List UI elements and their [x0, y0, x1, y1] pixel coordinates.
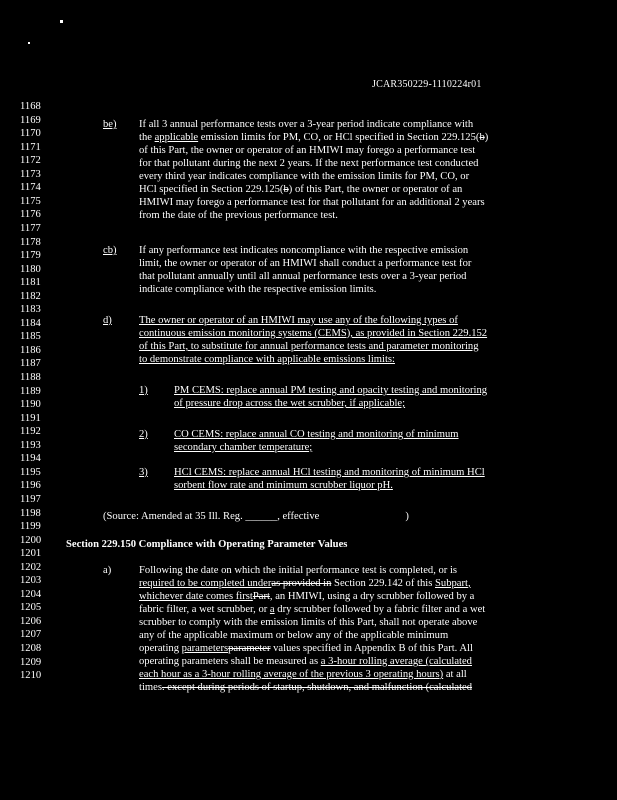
para-c-line-4: indicate compliance with the respective emission limits. — [139, 284, 377, 295]
line-number: 1207 — [20, 629, 42, 641]
para-c-line-2: limit, the owner or operator of an HMIWI shall conduct a performance test for — [139, 258, 472, 269]
sub-1-label: 1) — [139, 385, 148, 396]
sub-3-label: 3) — [139, 467, 148, 478]
sub-2-label: 2) — [139, 429, 148, 440]
para-c-line-3: that pollutant annually until all annual performance tests over a 3-year period — [139, 271, 467, 282]
section-title: Section 229.150 Compliance with Operating Parameter Values — [66, 539, 348, 550]
sub-2-line-2: secondary chamber temperature; — [174, 442, 313, 453]
para-b-line-2: the applicable emission limits for PM, CO, or HCl specified in Section 229.125(b) — [139, 132, 489, 143]
line-number: 1194 — [20, 453, 41, 465]
para-b-line-8: from the date of the previous performance test. — [139, 210, 338, 221]
line-number: 1171 — [20, 141, 41, 153]
para-a150-line-10: times. except during periods of startup, shutdown, and malfunction (calculated — [139, 682, 473, 693]
line-number: 1173 — [20, 168, 41, 180]
sub-1-line-1: PM CEMS: replace annual PM testing and opacity testing and monitoring — [174, 385, 488, 396]
scan-speck — [60, 20, 63, 23]
para-a150-line-5: scrubber to comply with the emission limits of this Part, shall not operate above — [139, 617, 478, 628]
line-number: 1174 — [20, 182, 41, 194]
line-number: 1197 — [20, 493, 41, 505]
line-number: 1192 — [20, 426, 41, 438]
para-b-line-4: for that pollutant during the next 2 years. If the next performance test conducted — [139, 158, 479, 169]
para-d-line-4: to demonstrate compliance with applicable emissions limits: — [139, 354, 395, 365]
line-number: 1203 — [20, 575, 42, 587]
para-c-label: cb) — [103, 245, 117, 256]
para-b-line-3: of this Part, the owner or operator of an HMIWI may forego a performance test — [139, 145, 476, 156]
line-number: 1181 — [20, 277, 41, 289]
para-d-line-2: continuous emission monitoring systems (CEMS), as provided in Section 229.152 — [139, 328, 488, 339]
line-number: 1202 — [20, 561, 42, 573]
para-d-line-1: The owner or operator of an HMIWI may use any of the following types of — [139, 315, 458, 326]
line-number: 1188 — [20, 372, 41, 383]
sub-3-line-1: HCl CEMS: replace annual HCl testing and monitoring of minimum HCl — [174, 467, 485, 478]
line-number: 1187 — [20, 358, 41, 370]
document-header-id: JCAR350229-1110224r01 — [372, 79, 482, 90]
para-d-line-3: of this Part, to substitute for annual performance tests and parameter monitoring — [139, 341, 479, 352]
line-number: 1186 — [20, 344, 41, 356]
line-number: 1209 — [20, 656, 42, 668]
para-a150-line-4: fabric filter, a wet scrubber, or a dry scrubber followed by a fabric filter and a wet — [139, 604, 486, 615]
scan-speck — [28, 42, 30, 44]
line-number: 1199 — [20, 521, 41, 533]
line-number: 1191 — [20, 412, 41, 424]
para-a150-line-7: operating parametersparameter values specified in Appendix B of this Part. All — [139, 643, 473, 654]
sub-1-line-2: of pressure drop across the wet scrubber, if applicable; — [174, 398, 406, 409]
line-number: 1185 — [20, 331, 41, 343]
source-note: (Source: Amended at 35 Ill. Reg. ______, effective ) — [103, 511, 409, 522]
para-a150-line-2: required to be completed underas provided in Section 229.142 of this Subpart, — [139, 578, 471, 589]
para-a150-line-1: Following the date on which the initial performance test is completed, or is — [139, 565, 458, 576]
line-number: 1200 — [20, 534, 42, 546]
line-number: 1208 — [20, 643, 42, 654]
para-a150-label: a) — [103, 565, 112, 576]
line-number: 1193 — [20, 439, 41, 451]
line-number: 1195 — [20, 466, 41, 478]
line-number: 1198 — [20, 507, 41, 519]
para-a150-line-3: whichever date comes firstPart, an HMIWI, using a dry scrubber followed by a — [139, 591, 475, 602]
line-number: 1206 — [20, 615, 42, 627]
para-a150-line-8: operating parameters shall be measured as a 3-hour rolling average (calculated — [139, 656, 472, 667]
para-b-line-7: HMIWI may forego a performance test for that pollutant for an additional 2 years — [139, 197, 485, 208]
line-number: 1176 — [20, 209, 41, 221]
line-number: 1172 — [20, 155, 41, 167]
line-number: 1210 — [20, 670, 42, 682]
line-number: 1170 — [20, 128, 41, 140]
line-number: 1179 — [20, 250, 41, 262]
line-number: 1184 — [20, 317, 41, 329]
line-number: 1175 — [20, 195, 41, 207]
para-b-line-1: If all 3 annual performance tests over a 3-year period indicate compliance with — [139, 119, 474, 130]
line-number: 1201 — [20, 548, 42, 560]
line-number: 1177 — [20, 222, 41, 234]
line-number: 1182 — [20, 290, 41, 302]
para-b-label: be) — [103, 119, 117, 130]
sub-3-line-2: sorbent flow rate and minimum scrubber liquor pH. — [174, 480, 393, 491]
para-d-label: d) — [103, 315, 112, 326]
line-number: 1189 — [20, 385, 41, 397]
line-number: 1168 — [20, 101, 41, 112]
para-a150-line-9: each hour as a 3-hour rolling average of the previous 3 operating hours) at all — [139, 669, 467, 680]
line-number: 1204 — [20, 588, 42, 600]
para-b-line-6: HCl specified in Section 229.125(b) of this Part, the owner or operator of an — [139, 184, 463, 195]
line-number: 1169 — [20, 114, 41, 126]
sub-2-line-1: CO CEMS: replace annual CO testing and monitoring of minimum — [174, 429, 459, 440]
line-number: 1178 — [20, 236, 41, 248]
line-number: 1196 — [20, 480, 41, 492]
para-a150-line-6: any of the applicable maximum or below any of the applicable minimum — [139, 630, 449, 641]
line-number: 1183 — [20, 304, 41, 316]
para-b-line-5: every third year indicates compliance with the emission limits for PM, CO, or — [139, 171, 470, 182]
line-number: 1180 — [20, 263, 41, 275]
line-number: 1205 — [20, 602, 42, 614]
para-c-line-1: If any performance test indicates noncompliance with the respective emission — [139, 245, 469, 256]
line-number: 1190 — [20, 399, 41, 411]
